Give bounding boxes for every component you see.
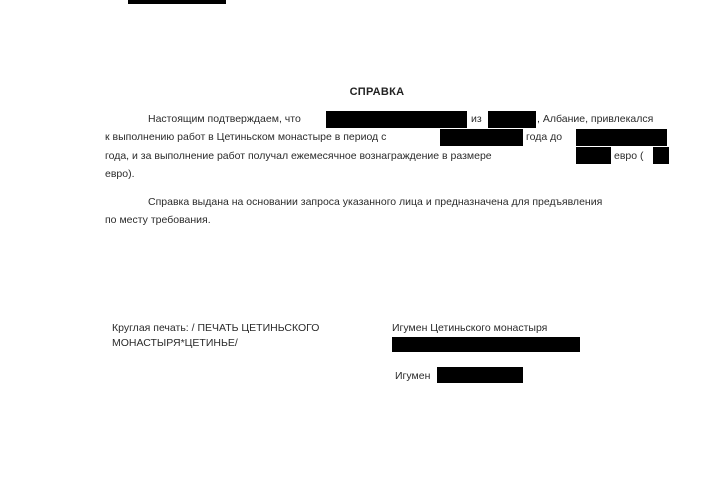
signature-name-prefix: Игумен [395, 370, 431, 382]
redaction-abbot-full-name [392, 337, 580, 352]
p1-line2-end: года до [526, 131, 563, 143]
stamp-line1: Круглая печать: / ПЕЧАТЬ ЦЕТИНЬСКОГО [112, 322, 320, 334]
p2-line1: Справка выдана на основании запроса указанного лица и предназначена для предъявления [148, 196, 603, 208]
redaction-start-date [440, 129, 523, 146]
p1-line1-end: , Албание, привлекался [537, 113, 654, 125]
p1-line3-start: года, и за выполнение работ получал ежемесячное вознаграждение в размере [105, 150, 492, 162]
p1-line1-start: Настоящим подтверждаем, что [148, 113, 301, 125]
p1-line4: евро). [105, 168, 135, 180]
p1-line3-end: евро ( [614, 150, 644, 162]
redaction-origin [488, 111, 536, 128]
redaction-amount-words [653, 147, 669, 164]
p1-line2-start: к выполнению работ в Цетиньском монастыре в период с [105, 131, 387, 143]
redaction-abbot-name [437, 367, 523, 383]
redaction-amount [576, 147, 611, 164]
stamp-line2: МОНАСТЫРЯ*ЦЕТИНЬЕ/ [112, 337, 238, 349]
p2-line2: по месту требования. [105, 214, 211, 226]
redaction-end-date [576, 129, 667, 146]
redaction-person-name [326, 111, 467, 128]
top-redaction [128, 0, 226, 4]
document-title: СПРАВКА [349, 86, 405, 98]
signature-title: Игумен Цетиньского монастыря [392, 322, 548, 334]
p1-line1-mid: из [471, 113, 482, 125]
